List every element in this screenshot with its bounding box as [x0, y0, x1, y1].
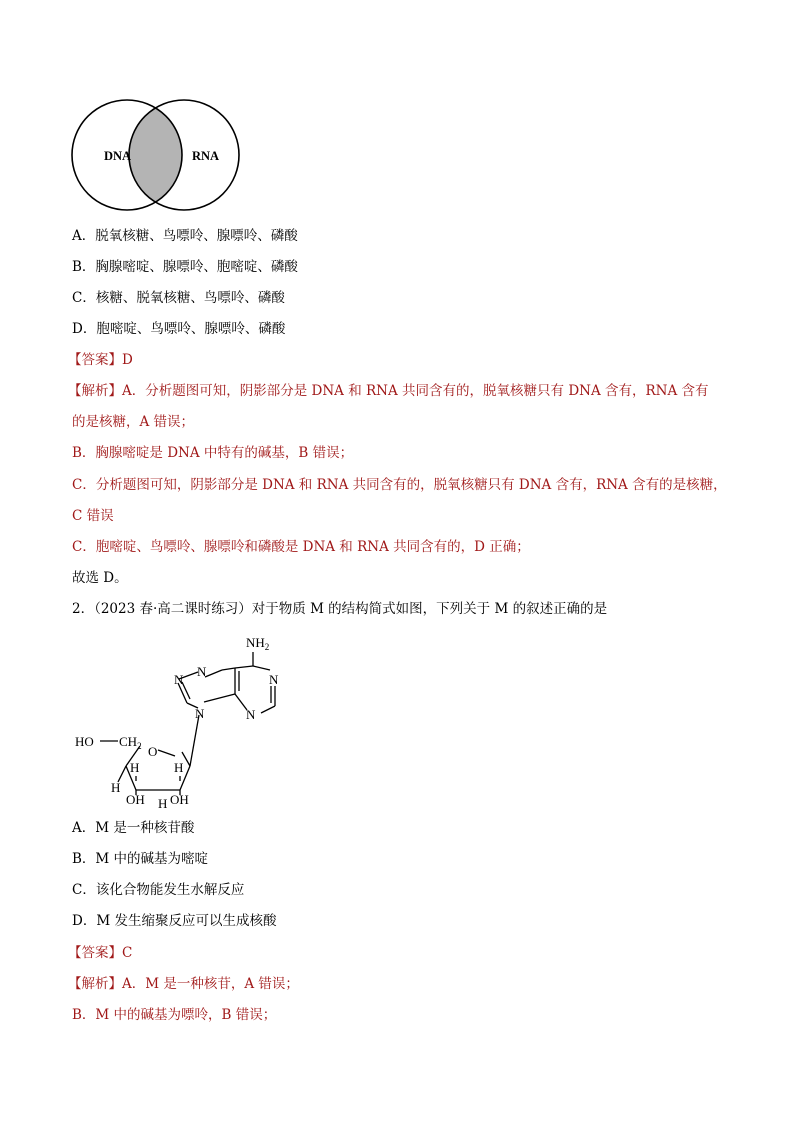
q1-option-b: B．胸腺嘧啶、腺嘌呤、胞嘧啶、磷酸 [72, 259, 298, 275]
q1-conclusion: 故选 D。 [72, 570, 128, 586]
q2-analysis-line-2: B．M 中的碱基为嘌呤，B 错误； [72, 1007, 277, 1023]
q2-option-a: A．M 是一种核苷酸 [72, 820, 195, 836]
q1-analysis-line-6: C．胞嘧啶、鸟嘌呤、腺嘌呤和磷酸是 DNA 和 RNA 共同含有的，D 正确； [72, 539, 530, 555]
methylene-ch: CH [119, 734, 138, 749]
amino-group [246, 635, 269, 652]
q1-option-d: D．胞嘧啶、鸟嘌呤、腺嘌呤、磷酸 [72, 321, 286, 337]
q1-analysis-text-1: A．分析题图可知，阴影部分是 DNA 和 RNA 共同含有的，脱氧核糖只有 DNA 含有，RNA 含有 [122, 383, 709, 399]
atom-n-bottom: N [246, 707, 256, 722]
amino-subscript: 2 [264, 642, 270, 652]
q1-option-a: A．脱氧核糖、鸟嘌呤、腺嘌呤、磷酸 [72, 228, 298, 244]
atom-n-top: N [197, 664, 207, 679]
q1-analysis-line-5: C 错误 [72, 508, 114, 524]
q2-analysis-line-1 [68, 974, 299, 994]
q2-option-c: C．该化合物能发生水解反应 [72, 882, 245, 898]
compound-m-structure [70, 624, 310, 814]
hydroxyl-2: OH [170, 792, 189, 807]
hydrogen-2: H [130, 760, 140, 775]
venn-diagram [70, 98, 242, 212]
hydrogen-4: H [158, 796, 168, 811]
q2-answer-value: C [122, 945, 133, 961]
q2-stem: 2．（2023 春·高二课时练习）对于物质 M 的结构简式如图，下列关于 M 的叙述正确的是 [72, 601, 608, 617]
ring-oxygen: O [148, 744, 158, 759]
hydrogen-1: H [174, 760, 184, 775]
q2-analysis-text-1: A．M 是一种核苷，A 错误； [122, 976, 299, 992]
atom-n-left: N [174, 672, 184, 687]
q2-answer [68, 943, 132, 963]
q1-analysis-line-4: C．分析题图可知，阴影部分是 DNA 和 RNA 共同含有的，脱氧核糖只有 DNA 含有，RNA 含有的是核糖， [72, 477, 727, 493]
atom-n-bridge: N [195, 706, 205, 721]
q2-answer-label: 【答案】 [68, 945, 122, 961]
q1-analysis-line-1 [68, 381, 709, 401]
amino-n-h: NH [246, 635, 265, 650]
q1-analysis-line-2: 的是核糖，A 错误； [72, 414, 195, 430]
q1-analysis-label: 【解析】 [68, 383, 122, 399]
q2-option-d: D．M 发生缩聚反应可以生成核酸 [72, 913, 277, 929]
hydroxyl-ho: HO [75, 734, 94, 749]
q1-answer-value: D [122, 352, 133, 368]
rna-label: RNA [192, 149, 220, 163]
atom-n-right-top: N [269, 672, 279, 687]
methylene-subscript: 2 [137, 741, 142, 751]
q1-analysis-line-3: B．胸腺嘧啶是 DNA 中特有的碱基，B 错误； [72, 445, 354, 461]
dna-label: DNA [104, 149, 132, 163]
q2-analysis-label: 【解析】 [68, 976, 122, 992]
q1-answer-label: 【答案】 [68, 352, 122, 368]
hydrogen-3: H [111, 780, 121, 795]
q1-answer [68, 350, 133, 370]
methylene-group [119, 734, 142, 751]
q2-option-b: B．M 中的碱基为嘧啶 [72, 851, 209, 867]
q1-option-c: C．核糖、脱氧核糖、鸟嘌呤、磷酸 [72, 290, 285, 306]
hydroxyl-1: OH [126, 792, 145, 807]
